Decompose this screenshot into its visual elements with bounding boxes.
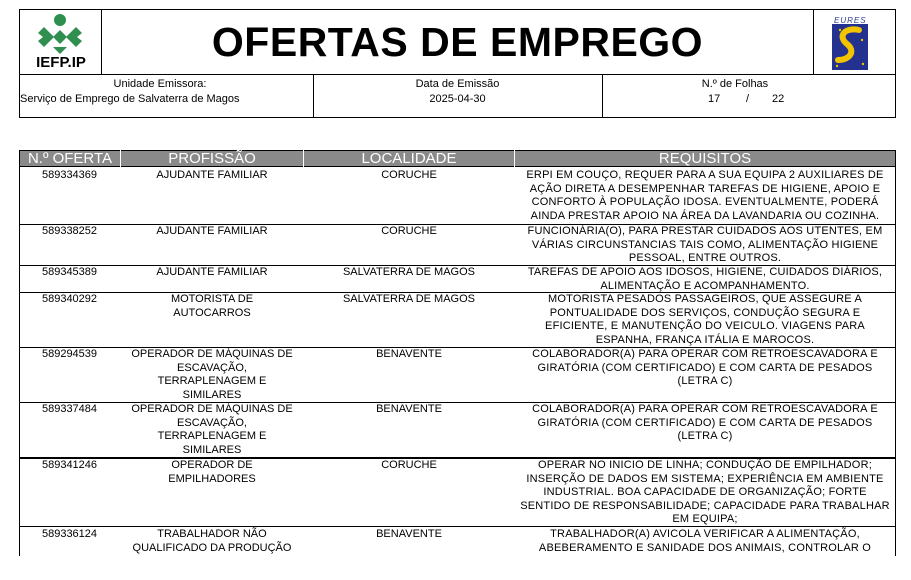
requirements: COLABORADOR(A) PARA OPERAR COM RETROESCAVADORA E GIRATÓRIA (COM CERTIFICADO) E COM CARTA DE PESADOS (LETRA C) [532,348,878,388]
column-header-profession: PROFISSÃO [168,150,256,167]
requirements: MOTORISTA PESADOS PASSAGEIROS, QUE ASSEGURE A PONTUALIDADE DOS SERVIÇOS, CONDUÇÃO SEGURA E EFICIENTE, E MANUTENÇÃO DO VEICULO. VIAGENS PARA ESPANHA, FRANÇA ITÁLIA E MAROCOS. [545,293,865,346]
profession: MOTORISTA DE AUTOCARROS [170,293,254,319]
locality: SALVATERRA DE MAGOS [342,293,476,305]
issue-date-label: Data de Emissão [415,78,500,90]
issue-date-value: 2025-04-30 [429,93,486,105]
eures-logo-mark [832,24,868,70]
sheet-current: 17 [708,93,721,105]
requirements: ERPI EM COUÇO, REQUER PARA A SUA EQUIPA 2 AUXILIARES DE AÇÃO DIRETA A DESEMPENHAR TAREFAS DE HIGIENE, APOIO E CONFORTO À POPULAÇÃO IDOSA. EVENTUALMENTE, PODERÁ AINDA PRESTAR APOIO NA ÁREA DA LAVANDARIA OU COZINHA. [526,169,884,222]
profession: TRABALHADOR NÃO QUALIFICADO DA PRODUÇÃO [132,528,292,554]
profession: OPERADOR DE EMPILHADORES [168,459,256,485]
locality: CORUCHE [381,169,437,181]
sheet-count-label: N.º de Folhas [701,78,769,90]
locality: SALVATERRA DE MAGOS [342,266,476,278]
meta-divider [602,75,603,118]
offer-number: 589337484 [41,403,98,415]
column-header-offer-number: N.º OFERTA [27,150,113,167]
iefp-logo-mark [36,13,84,57]
offer-number: 589338252 [41,225,98,237]
issuer-value: Serviço de Emprego de Salvaterra de Magos [20,93,240,105]
row-divider [19,526,896,527]
offer-number: 589341246 [41,459,98,471]
locality: CORUCHE [381,225,437,237]
locality: BENAVENTE [376,528,442,540]
requirements: TRABALHADOR(A) AVICOLA VERIFICAR A ALIMENTAÇÃO, ABEBERAMENTO E SANIDADE DOS ANIMAIS, CONTROLAR O [538,528,872,554]
profession: OPERADOR DE MÁQUINAS DE ESCAVAÇÃO, TERRAPLENAGEM E SIMILARES [131,403,293,456]
sheet-separator: / [746,93,750,105]
offer-number: 589340292 [41,293,98,305]
offer-number: 589294539 [41,348,98,360]
offer-number: 589336124 [41,528,98,540]
locality: BENAVENTE [376,403,442,415]
profession: AJUDANTE FAMILIAR [156,266,268,278]
column-header-locality: LOCALIDADE [361,150,457,167]
profession: AJUDANTE FAMILIAR [156,169,268,181]
profession: AJUDANTE FAMILIAR [156,225,268,237]
page-title: OFERTAS DE EMPREGO [211,18,704,65]
locality: CORUCHE [381,459,437,471]
eures-logo-text: EURES [834,16,867,25]
requirements: OPERAR NO INICIO DE LINHA; CONDUÇÃO DE EMPILHADOR; INSERÇÃO DE DADOS EM SISTEMA; EXPERIÊNCIA EM AMBIENTE INDUSTRIAL. BOA CAPACIDADE DE ORGANIZAÇÃO; FORTE SENTIDO DE RESPONSABILIDADE; CAPACIDADE PARA TRABALHAR EM EQUIPA; [520,459,890,526]
iefp-logo-text: IEFP.IP [36,54,86,71]
profession: OPERADOR DE MÁQUINAS DE ESCAVAÇÃO, TERRAPLENAGEM E SIMILARES [131,348,293,401]
meta-divider [313,75,314,118]
requirements: FUNCIONÁRIA(O), PARA PRESTAR CUIDADOS AOS UTENTES, EM VÁRIAS CIRCUNSTANCIAS TAIS COMO, ALIMENTAÇÃO HIGIENE PESSOAL, ENTRE OUTROS. [527,225,883,265]
issuer-label: Unidade Emissora: [113,78,207,90]
requirements: COLABORADOR(A) PARA OPERAR COM RETROESCAVADORA E GIRATÓRIA (COM CERTIFICADO) E COM CARTA DE PESADOS (LETRA C) [532,403,878,443]
table-border-right [895,167,896,556]
locality: BENAVENTE [376,348,442,360]
table-border-left [19,167,20,556]
column-header-requirements: REQUISITOS [658,150,752,167]
offer-number: 589334369 [41,169,98,181]
offer-number: 589345389 [41,266,98,278]
sheet-total: 22 [772,93,785,105]
requirements: TAREFAS DE APOIO AOS IDOSOS, HIGIENE, CUIDADOS DIÁRIOS, ALIMENTAÇÃO E ACOMPANHAMENTO. [527,266,883,292]
